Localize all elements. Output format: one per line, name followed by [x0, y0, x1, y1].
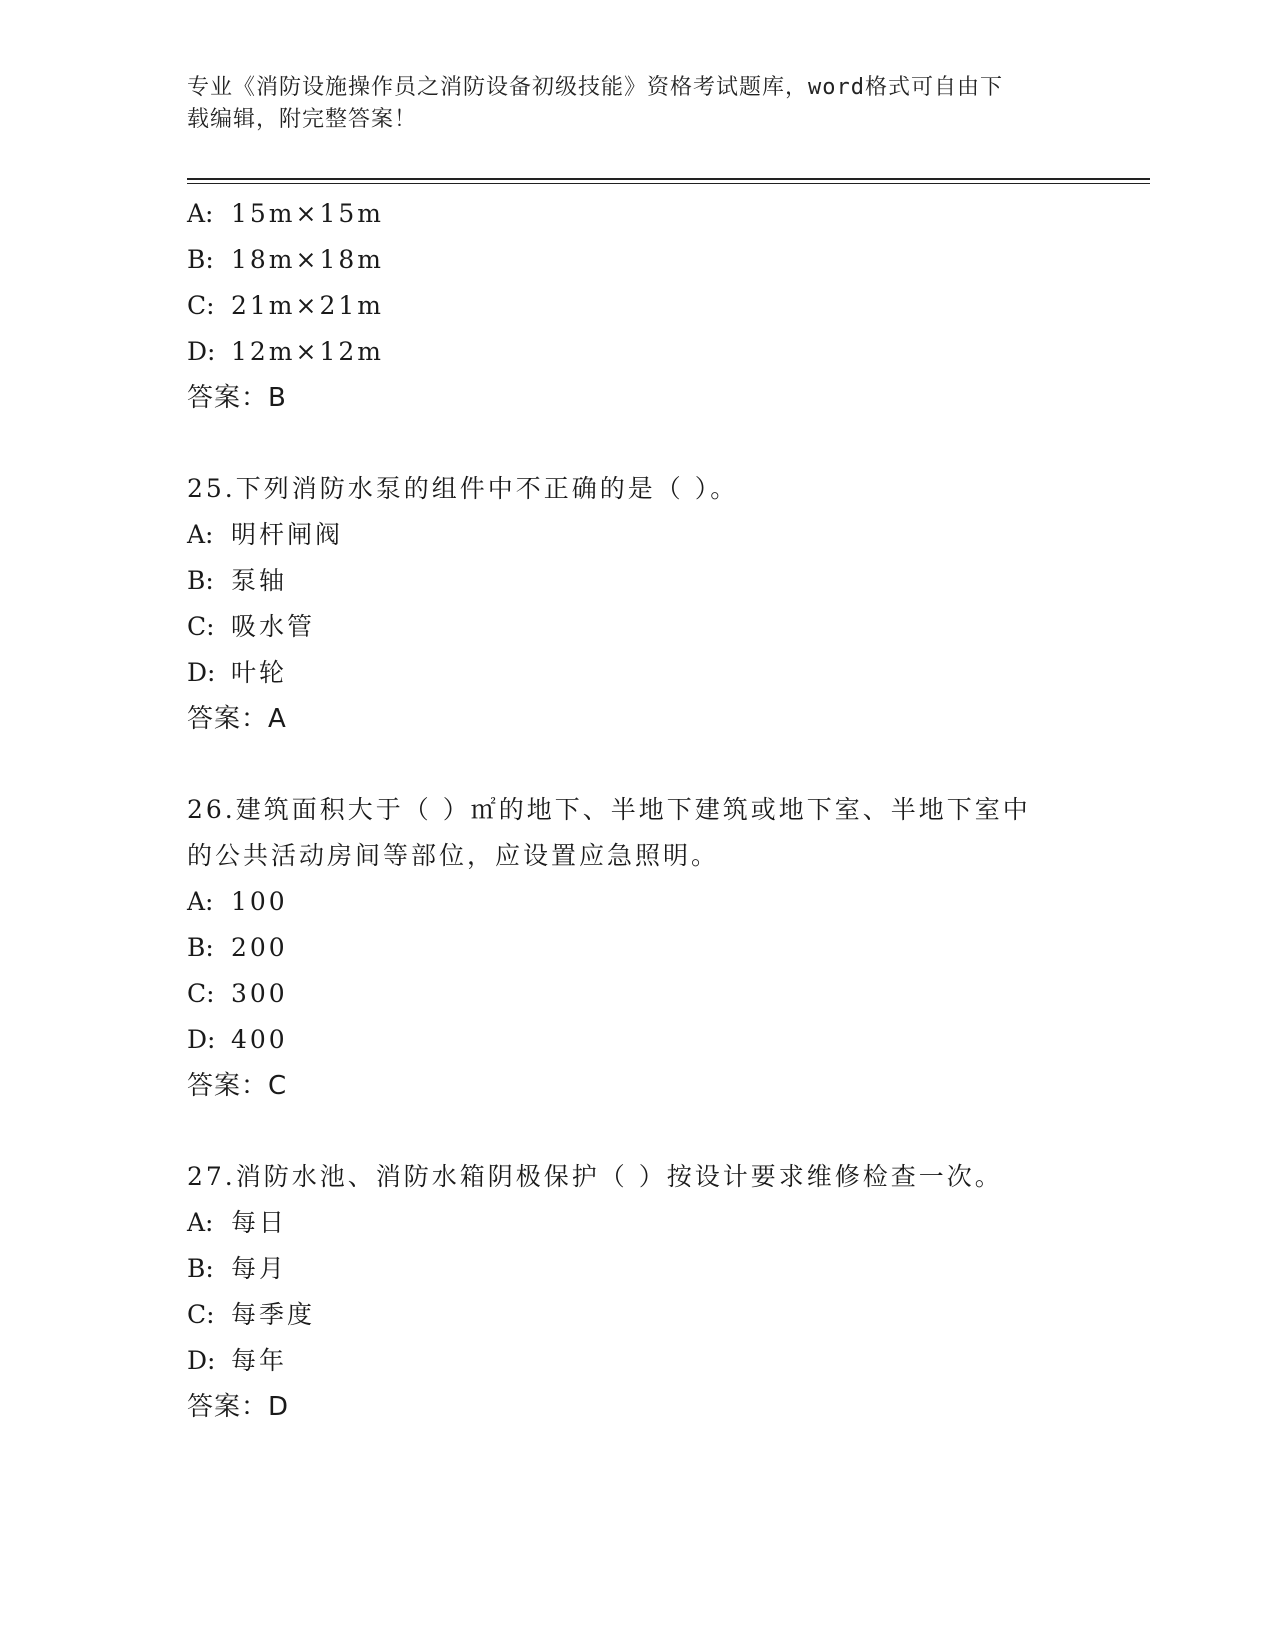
question-text-line-2: 的公共活动房间等部位，应设置应急照明。 — [187, 841, 720, 870]
option-a: A: 100 — [187, 887, 288, 916]
option-d: D: 12m×12m — [187, 337, 384, 366]
option-a: A: 每日 — [187, 1208, 288, 1237]
question-25 — [187, 466, 1087, 742]
option-b: B: 18m×18m — [187, 245, 384, 274]
header-divider — [187, 178, 1150, 180]
option-c: C: 每季度 — [187, 1300, 316, 1329]
header-line-1: 专业《消防设施操作员之消防设备初级技能》资格考试题库，word格式可自由下 — [187, 75, 1003, 100]
answer: 答案：A — [187, 704, 287, 734]
option-c: C: 21m×21m — [187, 291, 384, 320]
question-text: 25.下列消防水泵的组件中不正确的是（ ）。 — [187, 474, 739, 503]
answer: 答案：C — [187, 1071, 288, 1101]
option-b: B: 200 — [187, 933, 288, 962]
option-b: B: 泵轴 — [187, 566, 288, 595]
answer: 答案：D — [187, 1392, 290, 1422]
option-b: B: 每月 — [187, 1254, 288, 1283]
option-d: D: 400 — [187, 1025, 288, 1054]
header-line-2: 载编辑，附完整答案！ — [187, 107, 418, 132]
header-divider-thin — [187, 183, 1150, 184]
question-24 — [187, 191, 1087, 421]
question-27 — [187, 1154, 1087, 1430]
option-a: A: 15m×15m — [187, 199, 384, 228]
option-c: C: 吸水管 — [187, 612, 316, 641]
option-a: A: 明杆闸阀 — [187, 520, 344, 549]
question-list — [187, 191, 1087, 1430]
question-text-line-1: 26.建筑面积大于（ ）㎡的地下、半地下建筑或地下室、半地下室中 — [187, 795, 1031, 824]
question-text: 27.消防水池、消防水箱阴极保护（ ）按设计要求维修检查一次。 — [187, 1162, 1003, 1191]
option-d: D: 每年 — [187, 1346, 288, 1375]
answer: 答案：B — [187, 383, 287, 413]
option-d: D: 叶轮 — [187, 658, 288, 687]
question-26 — [187, 787, 1087, 1109]
document-header — [187, 72, 1067, 136]
option-c: C: 300 — [187, 979, 288, 1008]
